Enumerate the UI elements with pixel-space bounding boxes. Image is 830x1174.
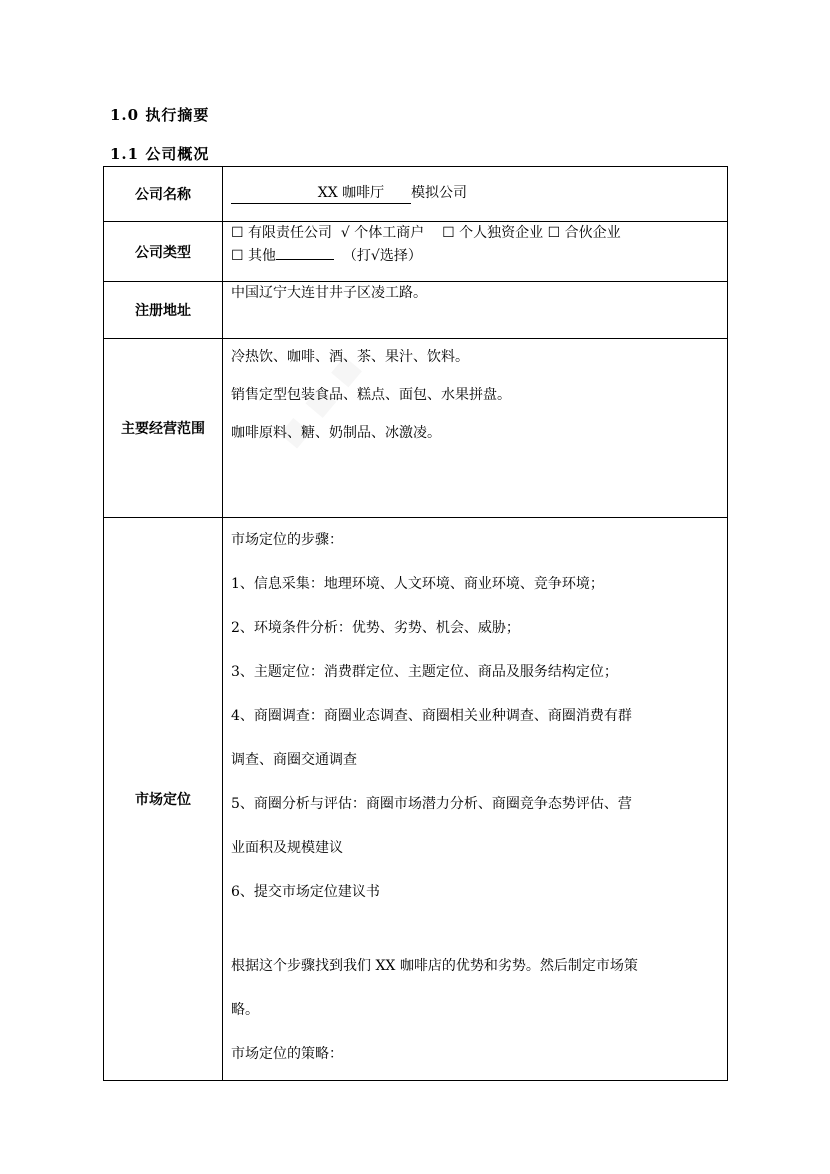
type-option-partnership[interactable]: ☐ 合伙企业 (547, 225, 621, 241)
company-name-cell (223, 167, 728, 222)
positioning-line: 3、主题定位：消费群定位、主题定位、商品及服务结构定位； (231, 664, 618, 680)
company-name-blank (231, 183, 411, 204)
type-selection-note: （打√选择） (342, 248, 422, 264)
positioning-line: 业面积及规模建议 (231, 840, 343, 856)
positioning-line: 5、商圈分析与评估：商圈市场潜力分析、商圈竞争态势评估、营 (231, 796, 632, 812)
table-row (104, 339, 728, 518)
positioning-line: 市场定位的步骤： (231, 532, 343, 548)
positioning-line: 2、环境条件分析：优势、劣势、机会、威胁； (231, 620, 520, 636)
market-positioning-label: 市场定位 (104, 518, 223, 1081)
market-positioning-cell (223, 518, 728, 1081)
section-heading-1-1: 1.1 公司概况 (110, 145, 210, 163)
address-label: 注册地址 (104, 282, 223, 339)
table-row (104, 518, 728, 1081)
company-type-label: 公司类型 (104, 222, 223, 282)
company-name-suffix: 模拟公司 (411, 185, 467, 201)
table-row (104, 282, 728, 339)
type-option-other[interactable]: ☐ 其他 (231, 248, 277, 264)
other-type-blank[interactable] (276, 259, 334, 260)
section-heading-1-0: 1.0 执行摘要 (110, 106, 210, 124)
table-row (104, 167, 728, 222)
positioning-line: 调查、商圈交通调查 (231, 752, 357, 768)
positioning-line: 6、提交市场定位建议书 (231, 884, 380, 900)
company-name-value: XX 咖啡厅 (317, 185, 385, 201)
table-row (104, 222, 728, 282)
scope-item: 冷热饮、咖啡、酒、茶、果汁、饮料。 (231, 349, 469, 365)
scope-item: 销售定型包装食品、糕点、面包、水果拼盘。 (231, 387, 511, 403)
positioning-line: 略。 (231, 1002, 259, 1018)
type-option-individual[interactable]: √ 个体工商户 (340, 225, 425, 241)
company-type-cell (223, 222, 728, 282)
address-value: 中国辽宁大连甘井子区凌工路。 (223, 282, 728, 339)
positioning-line: 市场定位的策略： (231, 1046, 343, 1062)
scope-item: 咖啡原料、糖、奶制品、冰激凌。 (231, 425, 441, 441)
company-name-label: 公司名称 (104, 167, 223, 222)
positioning-line: 根据这个步骤找到我们 XX 咖啡店的优势和劣势。然后制定市场策 (231, 958, 638, 974)
positioning-line: 1、信息采集：地理环境、人文环境、商业环境、竞争环境； (231, 576, 604, 592)
positioning-line: 4、商圈调查：商圈业态调查、商圈相关业种调查、商圈消费有群 (231, 708, 632, 724)
type-option-limited[interactable]: ☐ 有限责任公司 (231, 225, 333, 241)
spacer (231, 914, 719, 944)
business-scope-label: 主要经营范围 (104, 339, 223, 518)
company-overview-table (103, 166, 728, 1081)
business-scope-cell (223, 339, 728, 518)
type-option-sole-proprietor[interactable]: ☐ 个人独资企业 (442, 225, 544, 241)
